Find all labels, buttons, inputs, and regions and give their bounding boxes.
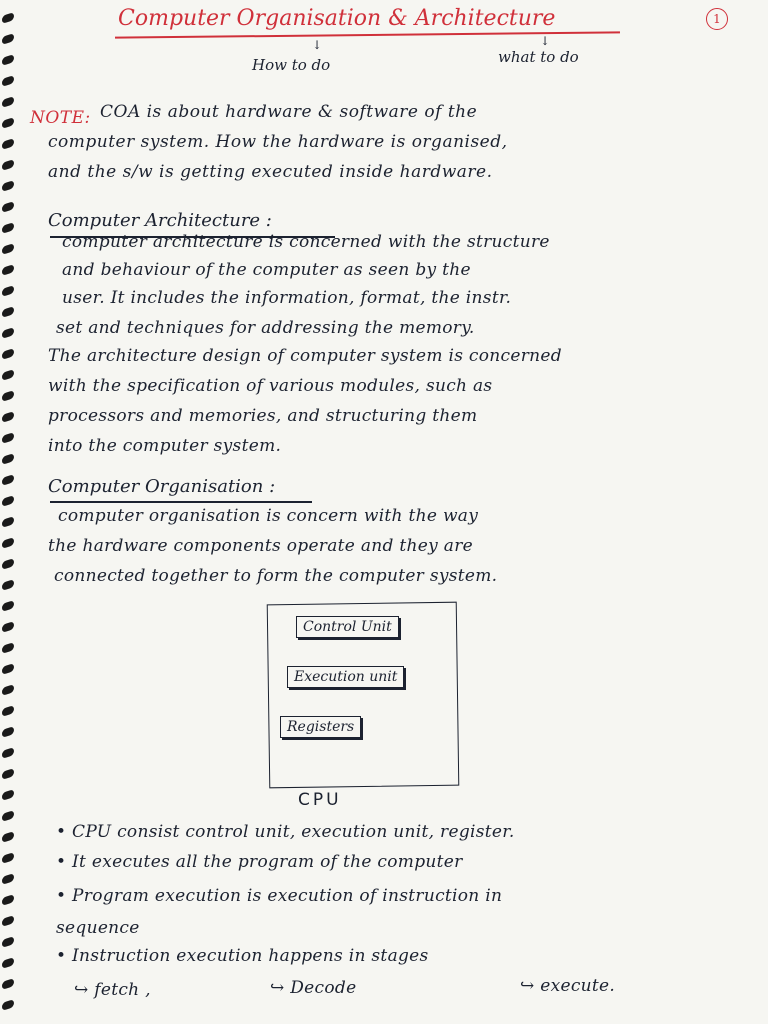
architecture-line: computer architecture is concerned with the structure xyxy=(62,232,550,252)
spiral-ring xyxy=(2,852,14,864)
spiral-ring xyxy=(2,537,14,549)
note-line: computer system. How the hardware is organised, xyxy=(48,132,508,152)
spiral-ring xyxy=(2,621,14,633)
spiral-ring xyxy=(2,726,14,738)
spiral-ring xyxy=(2,579,14,591)
spiral-ring xyxy=(2,390,14,402)
spiral-ring xyxy=(2,96,14,108)
down-arrow-icon: ↓ xyxy=(312,38,323,52)
spiral-ring xyxy=(2,831,14,843)
organisation-line: the hardware components operate and they are xyxy=(48,536,474,556)
registers-box: Registers xyxy=(280,716,361,738)
spiral-ring xyxy=(2,936,14,948)
stage-fetch: ↪ fetch , xyxy=(74,980,151,1000)
spiral-ring xyxy=(2,684,14,696)
spiral-ring xyxy=(2,180,14,192)
spiral-ring xyxy=(2,810,14,822)
subtitle-what: what to do xyxy=(498,48,579,66)
bullet-item: sequence xyxy=(56,918,140,938)
spiral-ring xyxy=(2,894,14,906)
architecture-heading: Computer Architecture : xyxy=(48,210,272,231)
heading-underline xyxy=(50,501,312,503)
organisation-heading: Computer Organisation : xyxy=(48,476,276,497)
spiral-ring xyxy=(2,117,14,129)
spiral-ring xyxy=(2,33,14,45)
architecture-line: processors and memories, and structuring them xyxy=(48,406,478,426)
spiral-ring xyxy=(2,306,14,318)
architecture-line: into the computer system. xyxy=(48,436,282,456)
spiral-ring xyxy=(2,516,14,528)
spiral-ring xyxy=(2,12,14,24)
spiral-ring xyxy=(2,159,14,171)
spiral-ring xyxy=(2,54,14,66)
spiral-ring xyxy=(2,957,14,969)
architecture-line: set and techniques for addressing the memory. xyxy=(56,318,475,338)
subtitle-how: How to do xyxy=(252,56,331,74)
bullet-item: • CPU consist control unit, execution unit, register. xyxy=(56,822,515,842)
page-title: Computer Organisation & Architecture xyxy=(118,6,556,31)
spiral-ring xyxy=(2,285,14,297)
spiral-ring xyxy=(2,495,14,507)
architecture-line: with the specification of various modules, such as xyxy=(48,376,493,396)
spiral-ring xyxy=(2,264,14,276)
spiral-ring xyxy=(2,138,14,150)
spiral-ring xyxy=(2,663,14,675)
spiral-ring xyxy=(2,873,14,885)
architecture-line: The architecture design of computer system is concerned xyxy=(48,346,562,366)
bullet-item: • Instruction execution happens in stages xyxy=(56,946,429,966)
spiral-ring xyxy=(2,411,14,423)
architecture-line: and behaviour of the computer as seen by the xyxy=(62,260,471,280)
note-line: COA is about hardware & software of the xyxy=(100,102,478,122)
spiral-ring xyxy=(2,201,14,213)
execution-unit-box: Execution unit xyxy=(287,666,404,688)
spiral-ring xyxy=(2,348,14,360)
organisation-line: computer organisation is concern with the way xyxy=(58,506,479,526)
spiral-ring xyxy=(2,747,14,759)
spiral-ring xyxy=(2,474,14,486)
spiral-ring xyxy=(2,243,14,255)
spiral-ring xyxy=(2,327,14,339)
spiral-ring xyxy=(2,558,14,570)
spiral-ring xyxy=(2,978,14,990)
spiral-ring xyxy=(2,453,14,465)
spiral-ring xyxy=(2,642,14,654)
down-arrow-icon: ↓ xyxy=(540,34,551,48)
bullet-item: • It executes all the program of the computer xyxy=(56,852,463,872)
notebook-spiral xyxy=(0,0,22,1024)
page-number: 1 xyxy=(706,8,728,30)
note-line: and the s/w is getting executed inside hardware. xyxy=(48,162,493,182)
spiral-ring xyxy=(2,705,14,717)
spiral-ring xyxy=(2,768,14,780)
architecture-line: user. It includes the information, format, the instr. xyxy=(62,288,512,308)
note-label: NOTE: xyxy=(30,108,91,128)
organisation-line: connected together to form the computer system. xyxy=(54,566,498,586)
spiral-ring xyxy=(2,369,14,381)
bullet-item: • Program execution is execution of instruction in xyxy=(56,886,503,906)
cpu-label: CPU xyxy=(298,790,342,810)
spiral-ring xyxy=(2,75,14,87)
spiral-ring xyxy=(2,789,14,801)
spiral-ring xyxy=(2,222,14,234)
stage-decode: ↪ Decode xyxy=(270,978,357,998)
control-unit-box: Control Unit xyxy=(296,616,399,638)
spiral-ring xyxy=(2,432,14,444)
stage-execute: ↪ execute. xyxy=(520,976,616,996)
spiral-ring xyxy=(2,915,14,927)
spiral-ring xyxy=(2,600,14,612)
spiral-ring xyxy=(2,999,14,1011)
